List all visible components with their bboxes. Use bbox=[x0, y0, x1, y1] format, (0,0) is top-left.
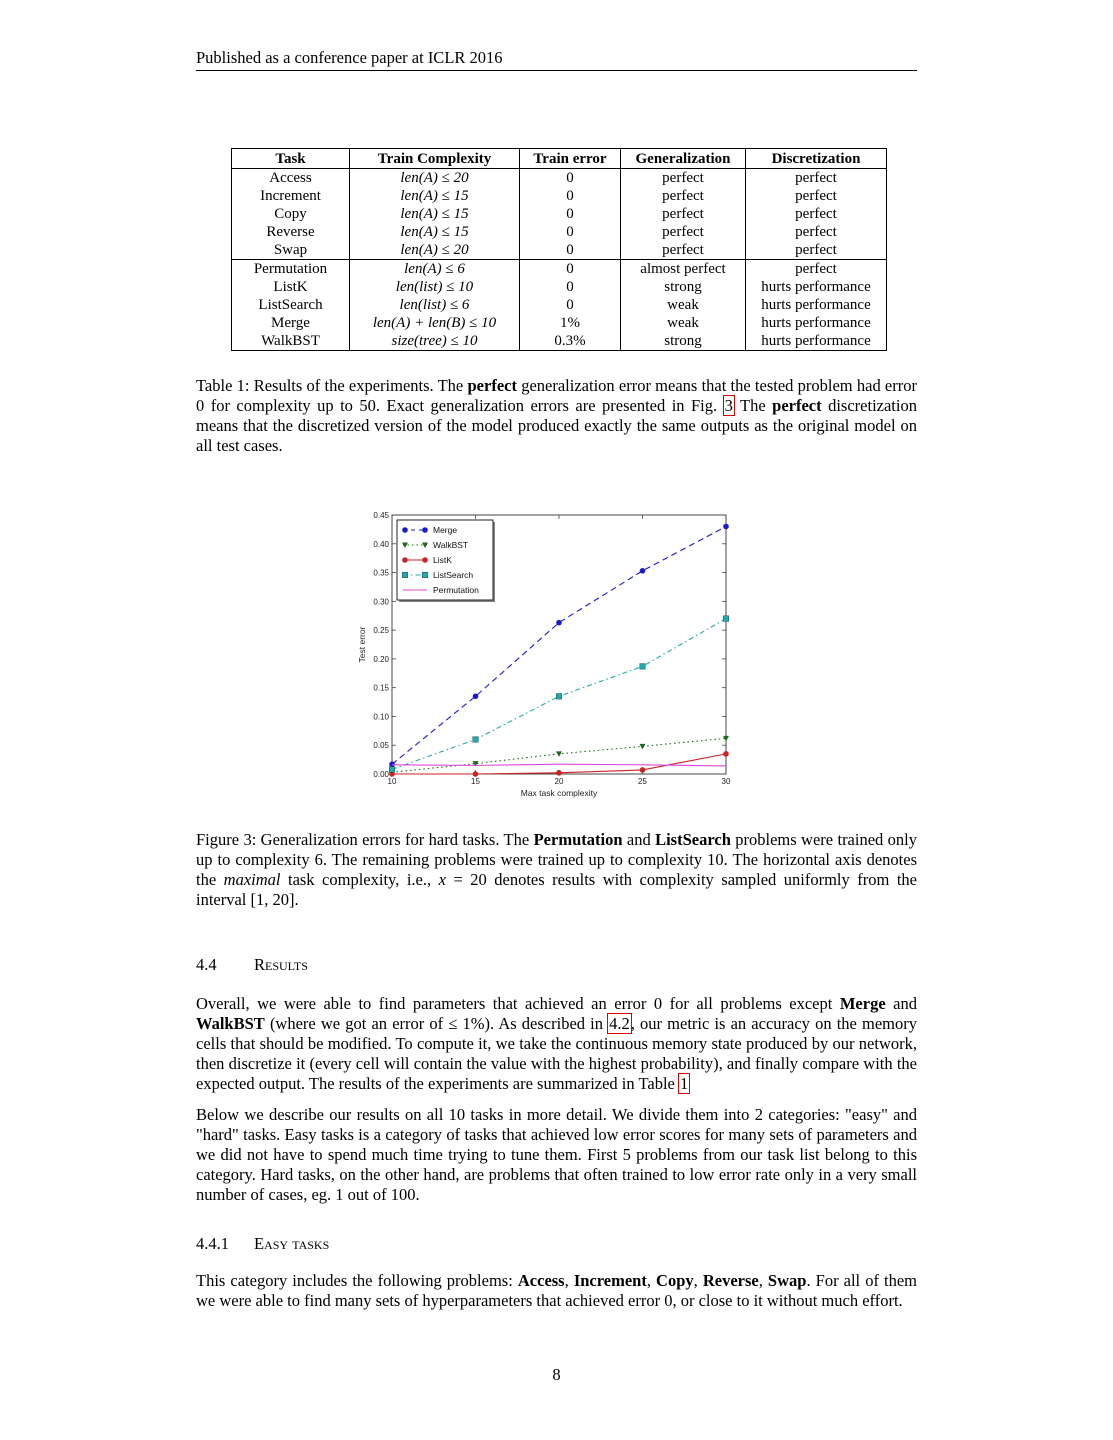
x-tick-label: 15 bbox=[471, 777, 480, 786]
cell-train-complexity: len(list) ≤ 6 bbox=[350, 296, 520, 314]
data-point-marker bbox=[640, 664, 646, 670]
data-point-marker bbox=[422, 527, 428, 533]
cell-discretization: perfect bbox=[746, 205, 887, 223]
easy-tasks-paragraph: This category includes the following problems: Access, Increment, Copy, Reverse, Swap. For all of them we were able to find many sets of hyperparameters that achieved error 0, or close to it without much effort. bbox=[196, 1271, 918, 1310]
table-row bbox=[232, 296, 887, 314]
y-tick-label: 0.05 bbox=[373, 741, 389, 751]
cell-generalization: perfect bbox=[621, 241, 746, 260]
cell-train-complexity: len(A) ≤ 20 bbox=[350, 169, 520, 188]
data-point-marker bbox=[640, 568, 646, 574]
data-point-marker bbox=[556, 694, 562, 700]
data-point-marker bbox=[402, 572, 408, 578]
cell-generalization: perfect bbox=[621, 169, 746, 188]
data-point-marker bbox=[422, 572, 428, 578]
results-paragraph-1: Overall, we were able to find parameters that achieved an error 0 for all problems except Merge and WalkBST (where we got an error of ≤ 1%). As described in 4.2, our metric is an accuracy on the memory cells that should be modified. To compute it, we take the continuous memory state produced by our network, then discretize it (every cell will contain the value with the highest probability), and finally compare with the expected output. The results of the experiments are summarized in Table 1 bbox=[196, 994, 917, 1093]
y-tick-label: 0.45 bbox=[373, 511, 389, 520]
x-tick-label: 10 bbox=[387, 777, 397, 786]
section-heading-4-4: 4.4 Results bbox=[196, 955, 308, 974]
cell-train-error: 0 bbox=[520, 260, 621, 279]
cell-train-error: 0 bbox=[520, 296, 621, 314]
series-listsearch bbox=[389, 616, 729, 772]
cell-train-complexity: size(tree) ≤ 10 bbox=[350, 332, 520, 351]
table-caption: Table 1: Results of the experiments. The perfect generalization error means that the tested problem had error 0 for complexity up to 50. Exact generalization errors are presented in Fig. 3 The perfect discretization means that the discretized version of the model produced exactly the same outputs as the original model on all test cases. bbox=[196, 376, 917, 455]
col-header-train-error: Train error bbox=[520, 149, 621, 169]
cell-train-complexity: len(list) ≤ 10 bbox=[350, 278, 520, 296]
y-tick-label: 0.15 bbox=[373, 683, 389, 693]
cell-task: Merge bbox=[232, 314, 350, 332]
data-point-marker bbox=[723, 751, 729, 757]
header-rule bbox=[196, 70, 917, 71]
cell-discretization: perfect bbox=[746, 241, 887, 260]
cell-discretization: perfect bbox=[746, 187, 887, 205]
legend-label: Permutation bbox=[433, 585, 479, 595]
legend-label: WalkBST bbox=[433, 540, 469, 550]
page-number: 8 bbox=[552, 1365, 561, 1384]
cell-train-complexity: len(A) + len(B) ≤ 10 bbox=[350, 314, 520, 332]
data-point-marker bbox=[389, 761, 395, 767]
results-table bbox=[231, 148, 887, 351]
cell-task: Reverse bbox=[232, 223, 350, 241]
results-paragraph-2: Below we describe our results on all 10 tasks in more detail. We divide them into 2 categories: "easy" and "hard" tasks. Easy tasks is a category of tasks that achieved low error scores for many sets of parameters and we did not have to spend much time trying to tune them. First 5 problems from our task list belong to this category. Hard tasks, on the other hand, are problems that often trained to low error rate only in a very small number of cases, eg. 1 out of 100. bbox=[196, 1105, 917, 1204]
y-tick-label: 0.35 bbox=[373, 568, 389, 578]
table-row bbox=[232, 205, 887, 223]
data-point-marker bbox=[402, 527, 408, 533]
chart-legend bbox=[397, 520, 495, 602]
cell-generalization: perfect bbox=[621, 205, 746, 223]
cell-train-error: 0 bbox=[520, 187, 621, 205]
cell-train-complexity: len(A) ≤ 15 bbox=[350, 187, 520, 205]
y-tick-label: 0.30 bbox=[373, 597, 389, 607]
section-ref-link[interactable]: 4.2 bbox=[609, 1014, 630, 1033]
cell-train-error: 0 bbox=[520, 169, 621, 188]
cell-train-error: 0 bbox=[520, 205, 621, 223]
cell-generalization: weak bbox=[621, 314, 746, 332]
cell-train-error: 0.3% bbox=[520, 332, 621, 351]
cell-generalization: strong bbox=[621, 332, 746, 351]
cell-generalization: strong bbox=[621, 278, 746, 296]
cell-train-complexity: len(A) ≤ 20 bbox=[350, 241, 520, 260]
running-header: Published as a conference paper at ICLR 2016 bbox=[196, 48, 503, 67]
x-tick-label: 30 bbox=[721, 777, 731, 786]
cell-train-complexity: len(A) ≤ 15 bbox=[350, 223, 520, 241]
cell-discretization: perfect bbox=[746, 260, 887, 279]
series-permutation bbox=[392, 764, 726, 766]
data-point-marker bbox=[723, 616, 729, 622]
cell-task: Increment bbox=[232, 187, 350, 205]
cell-train-error: 0 bbox=[520, 278, 621, 296]
figure-3-chart bbox=[355, 505, 745, 810]
y-tick-label: 0.10 bbox=[373, 712, 389, 722]
cell-train-error: 1% bbox=[520, 314, 621, 332]
cell-train-error: 0 bbox=[520, 241, 621, 260]
x-tick-label: 20 bbox=[554, 777, 564, 786]
series-walkbst bbox=[389, 736, 729, 775]
cell-task: ListK bbox=[232, 278, 350, 296]
data-point-marker bbox=[556, 620, 562, 626]
y-tick-label: 0.00 bbox=[373, 770, 389, 779]
col-header-generalization: Generalization bbox=[621, 149, 746, 169]
data-point-marker bbox=[640, 744, 646, 750]
legend-label: Merge bbox=[433, 525, 458, 535]
table-row bbox=[232, 169, 887, 188]
x-tick-label: 25 bbox=[638, 777, 647, 786]
table-row bbox=[232, 187, 887, 205]
col-header-discretization: Discretization bbox=[746, 149, 887, 169]
col-header-task: Task bbox=[232, 149, 350, 169]
data-point-marker bbox=[640, 767, 646, 773]
legend-label: ListK bbox=[433, 555, 452, 565]
cell-train-complexity: len(A) ≤ 6 bbox=[350, 260, 520, 279]
cell-task: Copy bbox=[232, 205, 350, 223]
y-axis-label: Test error bbox=[357, 626, 367, 663]
y-tick-label: 0.40 bbox=[373, 539, 389, 549]
cell-discretization: hurts performance bbox=[746, 314, 887, 332]
figure-caption: Figure 3: Generalization errors for hard tasks. The Permutation and ListSearch problems were trained only up to complexity 6. The remaining problems were trained up to complexity 10. The horizontal axis denotes the maximal task complexity, i.e., x = 20 denotes results with complexity sampled uniformly from the interval [1, 20]. bbox=[196, 830, 918, 909]
table-row bbox=[232, 260, 887, 279]
data-point-marker bbox=[473, 694, 479, 700]
table-row bbox=[232, 314, 887, 332]
cell-task: WalkBST bbox=[232, 332, 350, 351]
figure-ref-link[interactable]: 3 bbox=[724, 396, 733, 415]
data-point-marker bbox=[402, 557, 408, 563]
table-row bbox=[232, 223, 887, 241]
cell-train-complexity: len(A) ≤ 15 bbox=[350, 205, 520, 223]
data-point-marker bbox=[422, 557, 428, 563]
section-heading-4-4-1: 4.4.1 Easy tasks bbox=[196, 1234, 330, 1253]
cell-generalization: almost perfect bbox=[621, 260, 746, 279]
col-header-train-complexity: Train Complexity bbox=[350, 149, 520, 169]
cell-discretization: perfect bbox=[746, 223, 887, 241]
data-point-marker bbox=[473, 771, 479, 777]
cell-discretization: perfect bbox=[746, 169, 887, 188]
data-point-marker bbox=[556, 751, 562, 757]
cell-task: ListSearch bbox=[232, 296, 350, 314]
legend-label: ListSearch bbox=[433, 570, 474, 580]
table-ref-link[interactable]: 1 bbox=[680, 1074, 689, 1093]
y-tick-label: 0.20 bbox=[373, 654, 389, 664]
cell-task: Swap bbox=[232, 241, 350, 260]
data-point-marker bbox=[473, 737, 479, 743]
table-header-row bbox=[232, 149, 887, 169]
cell-discretization: hurts performance bbox=[746, 278, 887, 296]
table-row bbox=[232, 241, 887, 260]
cell-train-error: 0 bbox=[520, 223, 621, 241]
table-row bbox=[232, 332, 887, 351]
cell-task: Permutation bbox=[232, 260, 350, 279]
cell-task: Access bbox=[232, 169, 350, 188]
line-chart bbox=[355, 505, 745, 805]
data-point-marker bbox=[556, 770, 562, 776]
cell-discretization: hurts performance bbox=[746, 332, 887, 351]
cell-discretization: hurts performance bbox=[746, 296, 887, 314]
y-tick-label: 0.25 bbox=[373, 626, 389, 636]
cell-generalization: perfect bbox=[621, 187, 746, 205]
cell-generalization: weak bbox=[621, 296, 746, 314]
table-row bbox=[232, 278, 887, 296]
cell-generalization: perfect bbox=[621, 223, 746, 241]
data-point-marker bbox=[389, 767, 395, 773]
x-axis-label: Max task complexity bbox=[520, 788, 598, 798]
data-point-marker bbox=[723, 524, 729, 530]
